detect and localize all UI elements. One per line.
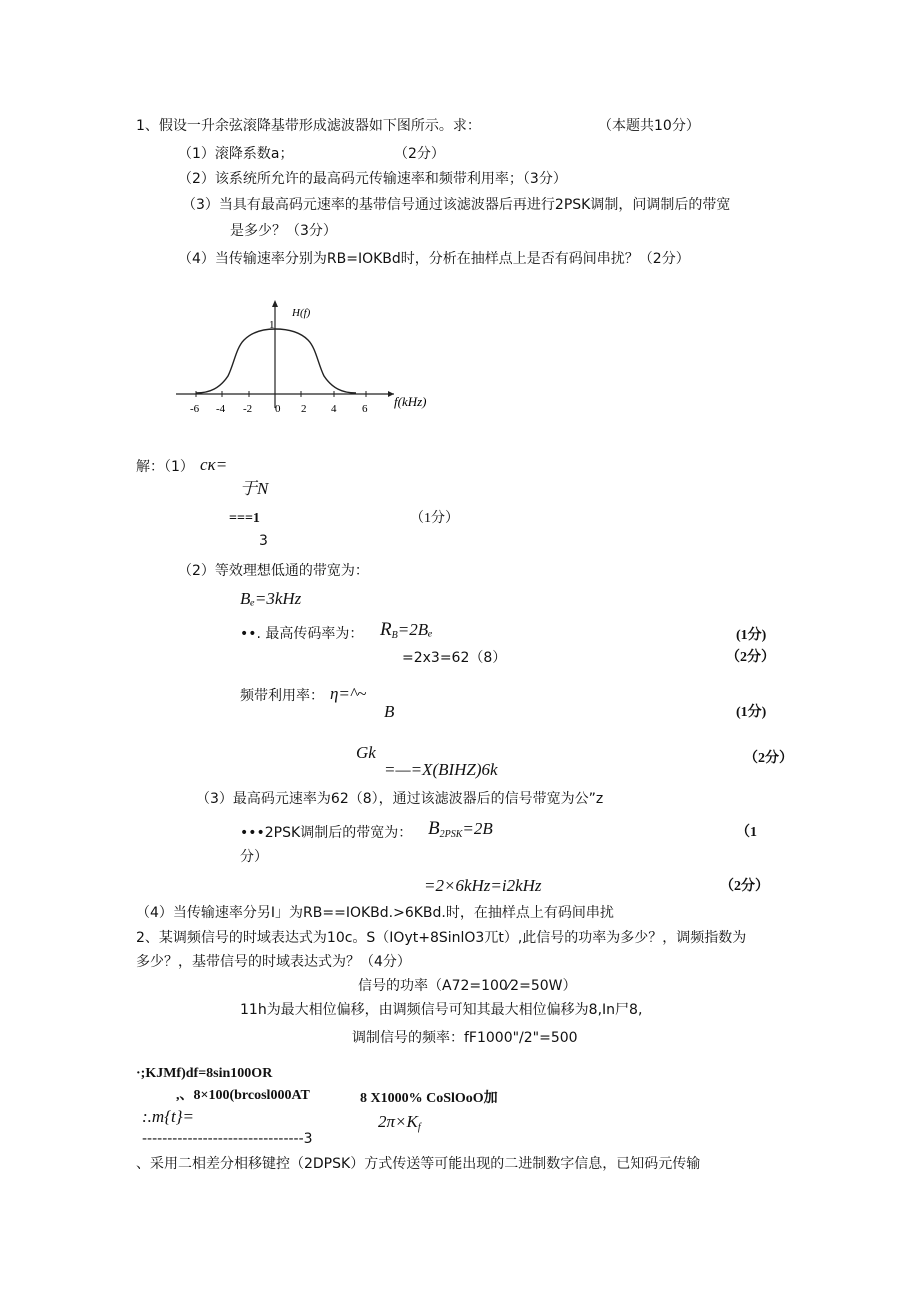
q1-item-3-cont: 是多少？（3分） xyxy=(230,223,337,239)
q2-integral-line-2: ,、8×100(brcosl000AT xyxy=(176,1088,310,1103)
q1-item-3: （3）当具有最高码元速率的基带信号通过该滤波器后再进行2PSK调制，问调制后的带宽 xyxy=(182,197,731,213)
q1-title: 1、假设一升余弦滚降基带形成滤波器如下图所示。求： xyxy=(136,118,481,134)
solution-2-gk-points: （2分） xyxy=(744,751,793,766)
tick-label: -6 xyxy=(190,403,200,415)
q2-frequency: 调制信号的频率：fF1000"/2"=500 xyxy=(352,1030,578,1046)
solution-2-calc: =2x3=62（8） xyxy=(402,650,507,666)
solution-1-denominator: 3 xyxy=(259,533,268,549)
q2-mt: :.m{t}= xyxy=(142,1107,194,1126)
q2-fraction-den xyxy=(378,1113,421,1137)
q1-points: （本题共10分） xyxy=(598,118,700,134)
solution-2-efficiency-points: (1分) xyxy=(736,705,767,720)
solution-2-efficiency-den: B xyxy=(384,702,395,721)
tick-label: 6 xyxy=(362,403,368,415)
q2-line-1: 2、某调频信号的时域表达式为10c。S（IOyt+8SinlO3兀t）,此信号的功率为多少？，调频指数为 xyxy=(136,930,747,946)
solution-1-expr: cκ= xyxy=(200,455,228,474)
q2-phase: 11h为最大相位偏移，由调频信号可知其最大相位偏移为8,In尸8, xyxy=(240,1002,643,1018)
tick-label: -2 xyxy=(243,403,253,415)
den-subscript: f xyxy=(417,1122,421,1133)
solution-2-efficiency-text: 频带利用率： xyxy=(240,688,324,704)
rate-rhs: =2Bₑ xyxy=(397,620,433,639)
b-symbol: B xyxy=(428,818,440,839)
tick-label: -4 xyxy=(216,403,226,415)
raised-cosine-figure xyxy=(170,296,440,426)
solution-1-label: 解：（1） xyxy=(136,459,194,475)
solution-3-expr xyxy=(428,820,493,844)
q2-line-2: 多少？，基带信号的时域表达式为？（4分） xyxy=(136,954,411,970)
solution-4-text: （4）当传输速率分另I」为RB==IOKBd.>6KBd.时，在抽样点上有码间串扰 xyxy=(136,905,614,921)
solution-2-efficiency-expr: η=^~ xyxy=(330,684,367,703)
q1-item-1: （1）滚降系数a； xyxy=(178,146,294,162)
solution-1-points: （1分） xyxy=(410,511,459,526)
solution-2-rate-expr xyxy=(380,621,433,645)
solution-3-points-a: （1 xyxy=(736,825,757,840)
y-axis-label: H(f) xyxy=(292,307,311,319)
peak-label: 1 xyxy=(269,319,275,331)
solution-3-calc: =2×6kHz=i2kHz xyxy=(424,876,542,895)
solution-2-calc-points: （2分） xyxy=(726,650,775,665)
q2-power: 信号的功率（A72=100⁄2=50W） xyxy=(358,978,577,994)
solution-3-heading: （3）最高码元速率为62（8），通过该滤波器后的信号带宽为公”z xyxy=(196,791,604,807)
response-curve xyxy=(196,329,356,393)
solution-2-rate-text: ••. 最高传码率为： xyxy=(240,626,364,642)
solution-1-equals: ===1 xyxy=(229,511,260,526)
solution-2-bandwidth: Bₑ=3kHz xyxy=(240,589,302,608)
q2-dashes: --------------------------------3 xyxy=(142,1131,313,1147)
solution-2-heading: （2）等效理想低通的带宽为： xyxy=(178,563,369,579)
solution-2-gk-rhs: =—=X(BIHZ)6k xyxy=(384,760,498,779)
q2-integral-line-1: ·;KJMf)df=8sin100OR xyxy=(136,1066,273,1081)
tick-label: 0 xyxy=(275,403,281,415)
q1-item-4: （4）当传输速率分别为RB=IOKBd时，分析在抽样点上是否有码间串扰？（2分） xyxy=(178,251,690,267)
solution-2-rate-points: (1分) xyxy=(736,628,767,643)
den-main: 2π×K xyxy=(378,1112,418,1131)
solution-1-fraction: 于N xyxy=(240,479,269,498)
q2-integral-line-3: 8 X1000% CoSlOoO加 xyxy=(360,1091,498,1106)
rate-subscript: B xyxy=(391,630,398,641)
q1-item-1-points: （2分） xyxy=(394,146,445,162)
tick-label: 4 xyxy=(331,403,337,415)
q1-item-2: （2）该系统所允许的最高码元传输速率和频带利用率；（3分） xyxy=(178,171,567,187)
q3-line-1: 、采用二相差分相移键控（2DPSK）方式传送等可能出现的二进制数字信息，已知码元传输 xyxy=(136,1156,701,1172)
solution-3-calc-points: （2分） xyxy=(720,879,769,894)
solution-3-points-b: 分） xyxy=(240,849,268,865)
solution-2-gk: Gk xyxy=(356,743,376,762)
b-subscript: 2PSK xyxy=(439,829,463,840)
rate-symbol: R xyxy=(380,619,392,640)
b-rhs: =2B xyxy=(462,819,493,838)
tick-label: 2 xyxy=(301,403,307,415)
solution-3-text: •••2PSK调制后的带宽为： xyxy=(240,825,413,841)
y-axis-arrow xyxy=(272,300,278,307)
x-axis-label: f(kHz) xyxy=(394,394,427,409)
